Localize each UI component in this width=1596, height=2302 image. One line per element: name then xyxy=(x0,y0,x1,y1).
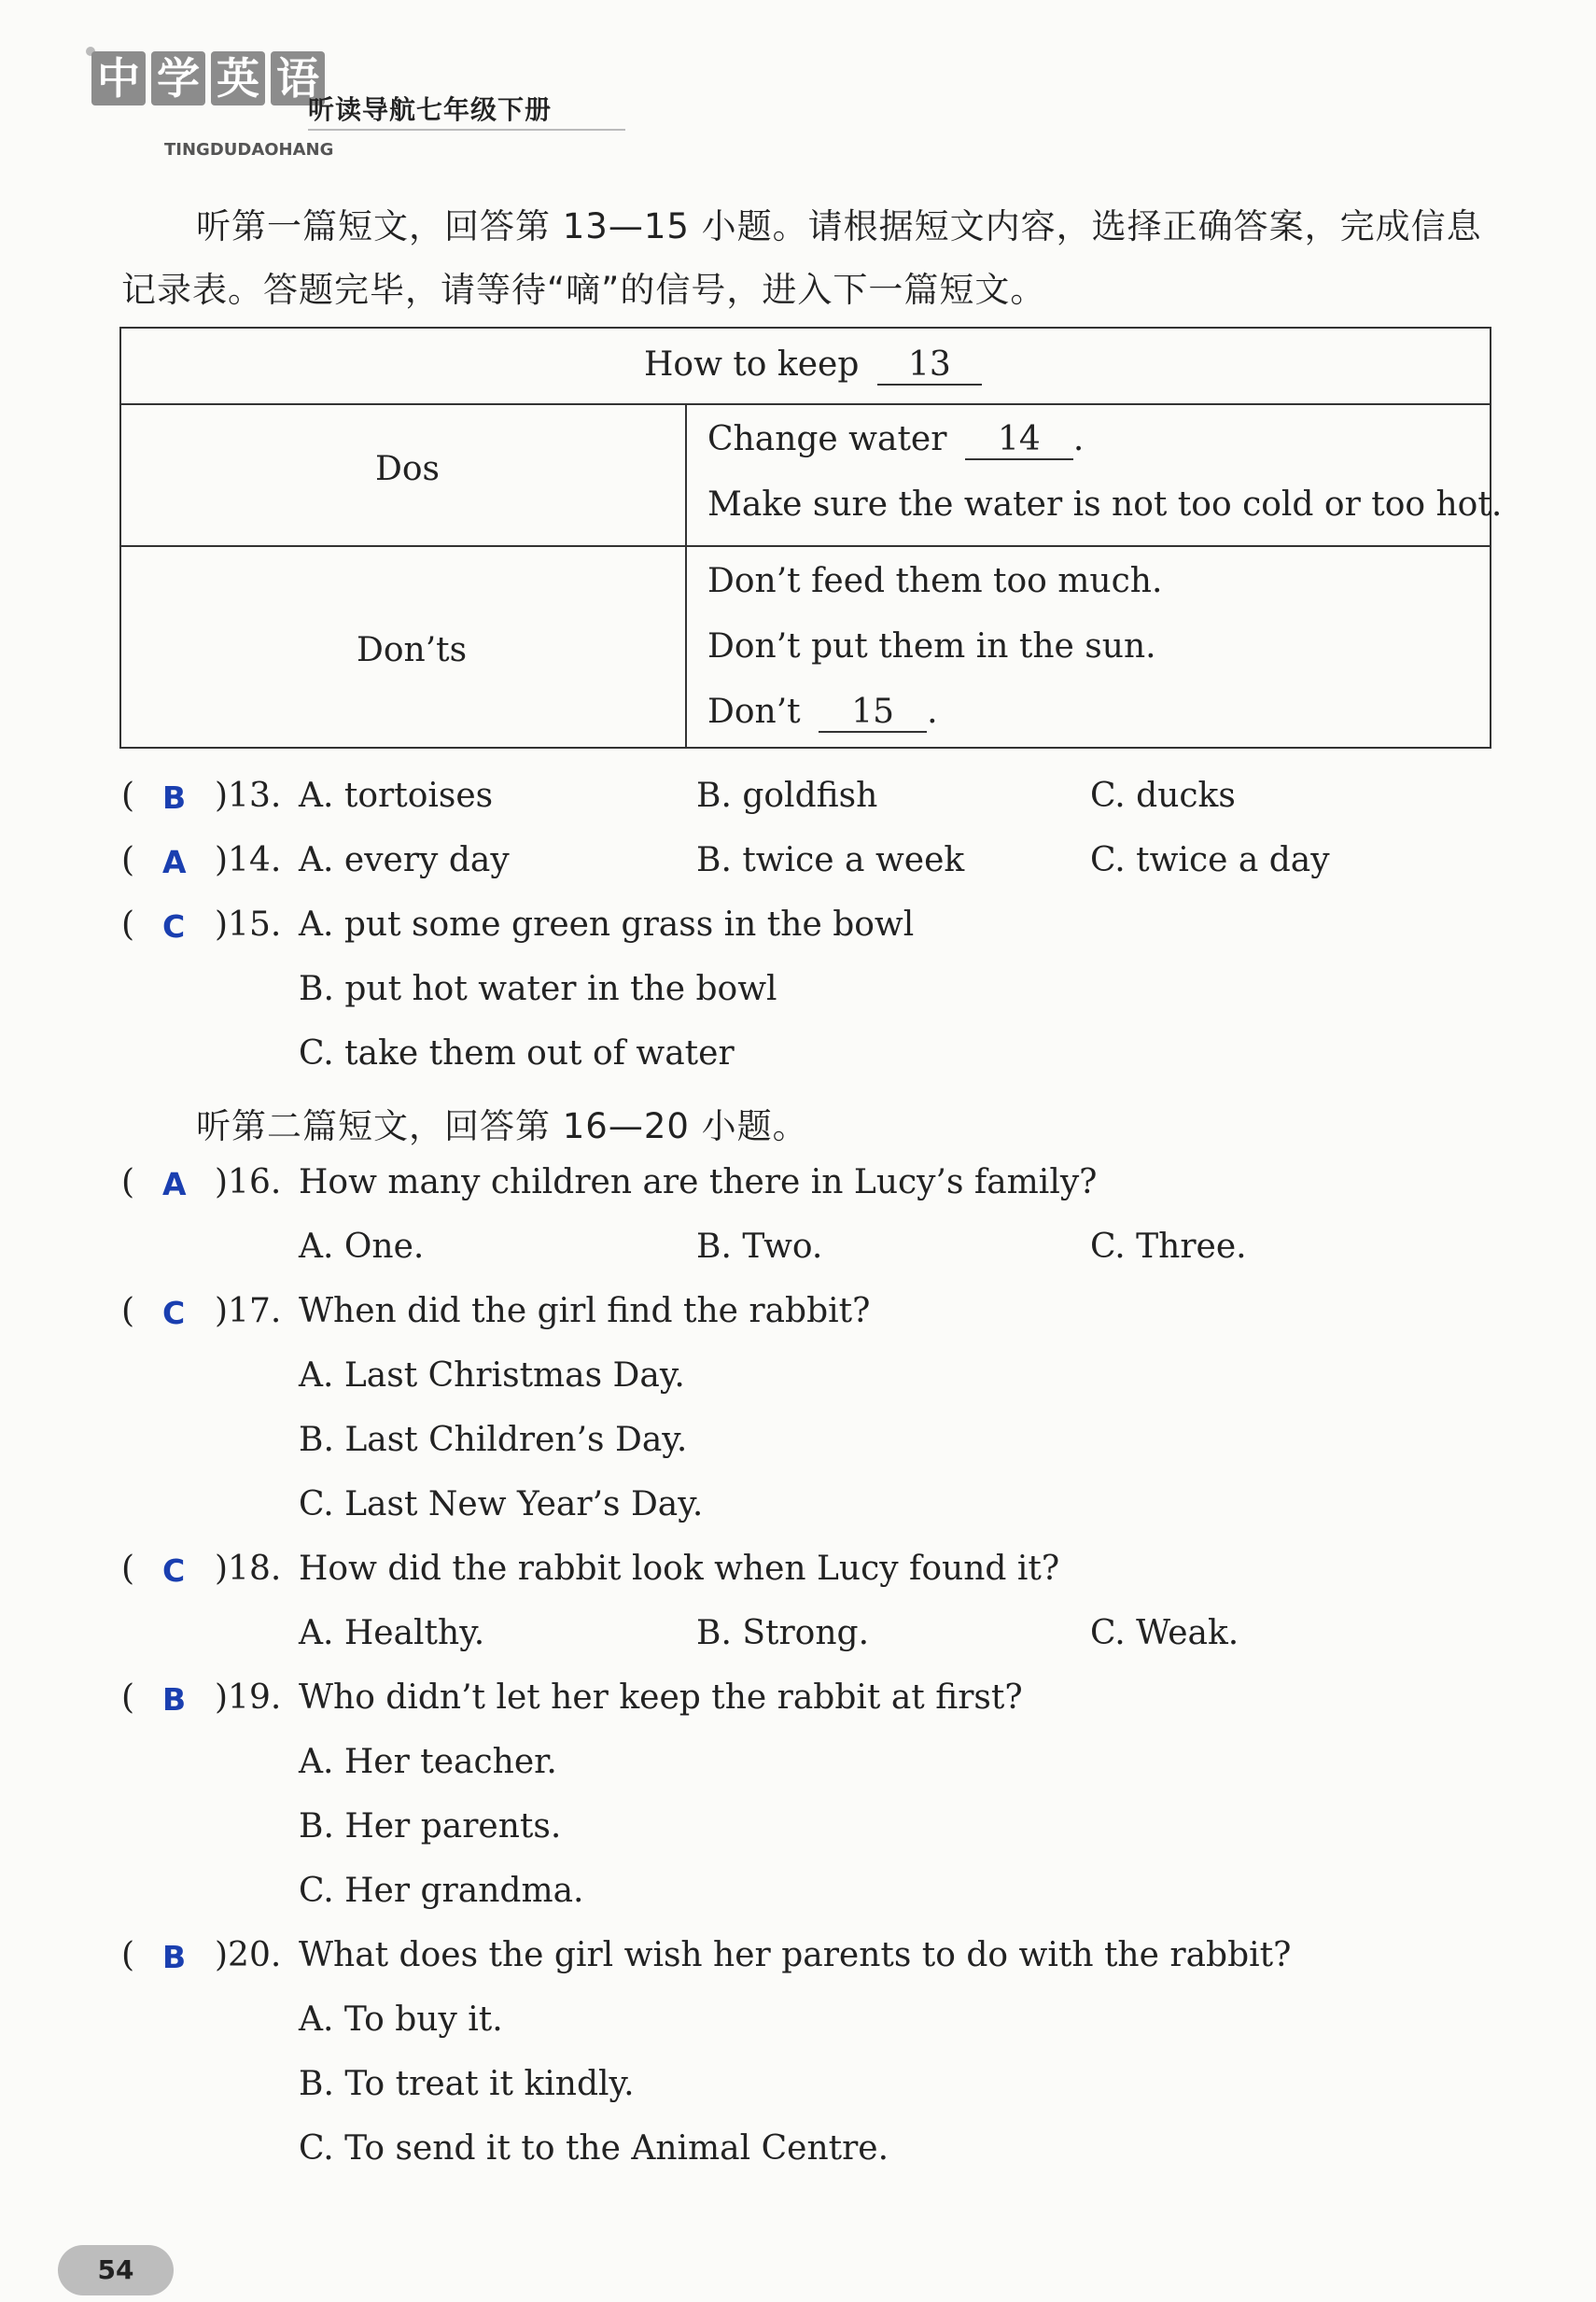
question-number-20: )20. xyxy=(215,1936,282,1974)
table-divider xyxy=(121,545,1490,547)
q17-question: When did the girl find the rabbit? xyxy=(299,1292,871,1330)
table-column-divider xyxy=(685,403,687,747)
q19-option-c: C. Her grandma. xyxy=(299,1872,584,1910)
title-char: 学 xyxy=(151,51,205,105)
answer-19: B xyxy=(162,1681,187,1718)
paren-open: ( xyxy=(121,1163,135,1201)
section1-instruction-line1: 听第一篇短文，回答第 13—15 小题。请根据短文内容，选择正确答案，完成信息 xyxy=(196,206,1482,246)
q13-option-a: A. tortoises xyxy=(299,777,494,815)
answer-15: C xyxy=(162,908,186,945)
dos-line-1-text: Change water xyxy=(707,420,947,458)
q18-question: How did the rabbit look when Lucy found it? xyxy=(299,1550,1060,1588)
q20-option-b: B. To treat it kindly. xyxy=(299,2065,635,2103)
info-record-table xyxy=(119,327,1503,749)
answer-18: C xyxy=(162,1552,186,1589)
q16-question: How many children are there in Lucy’s family? xyxy=(299,1163,1098,1201)
section2-instruction: 听第二篇短文，回答第 16—20 小题。 xyxy=(196,1106,808,1146)
q17-option-a: A. Last Christmas Day. xyxy=(299,1356,685,1395)
answer-13: B xyxy=(162,779,187,816)
q15-option-b: B. put hot water in the bowl xyxy=(299,970,777,1008)
paren-open: ( xyxy=(121,1550,135,1588)
answer-20: B xyxy=(162,1939,187,1975)
answer-16: A xyxy=(162,1166,187,1202)
answer-14: A xyxy=(162,844,187,880)
question-number-16: )16. xyxy=(215,1163,282,1201)
title-char: 中 xyxy=(91,51,146,105)
question-number-14: )14. xyxy=(215,841,282,879)
paren-open: ( xyxy=(121,1936,135,1974)
q14-option-c: C. twice a day xyxy=(1090,841,1330,879)
question-number-19: )19. xyxy=(215,1678,282,1717)
dos-line-2: Make sure the water is not too cold or too hot. xyxy=(707,485,1503,524)
q19-option-a: A. Her teacher. xyxy=(299,1743,557,1781)
q19-option-b: B. Her parents. xyxy=(299,1807,562,1846)
donts-line-3-text: Don’t xyxy=(707,693,801,731)
question-number-18: )18. xyxy=(215,1550,282,1588)
table-divider xyxy=(121,403,1490,405)
answer-17: C xyxy=(162,1295,186,1331)
paren-open: ( xyxy=(121,841,135,879)
paren-open: ( xyxy=(121,777,135,815)
q14-option-b: B. twice a week xyxy=(696,841,965,879)
title-char: 英 xyxy=(211,51,265,105)
dos-line-1-period: . xyxy=(1072,420,1085,458)
blank-13: 13 xyxy=(877,345,982,386)
q18-option-b: B. Strong. xyxy=(696,1614,870,1652)
blank-14: 14 xyxy=(965,420,1073,460)
question-number-17: )17. xyxy=(215,1292,282,1330)
q14-option-a: A. every day xyxy=(299,841,510,879)
q20-question: What does the girl wish her parents to do with the rabbit? xyxy=(299,1936,1292,1974)
q15-option-c: C. take them out of water xyxy=(299,1034,735,1073)
blank-15: 15 xyxy=(819,693,927,733)
q16-option-a: A. One. xyxy=(299,1228,425,1266)
dos-line-1 xyxy=(707,420,1084,460)
section1-instruction-line2: 记录表。答题完毕，请等待“嘀”的信号，进入下一篇短文。 xyxy=(121,270,1046,310)
donts-label: Don’ts xyxy=(357,631,468,669)
q20-option-c: C. To send it to the Animal Centre. xyxy=(299,2129,889,2168)
header-divider xyxy=(308,129,625,131)
book-pinyin: TINGDUDAOHANG xyxy=(164,140,334,160)
q20-option-a: A. To buy it. xyxy=(299,2000,503,2039)
book-subtitle: 听读导航七年级下册 xyxy=(308,94,553,125)
paren-open: ( xyxy=(121,905,135,944)
q18-option-c: C. Weak. xyxy=(1090,1614,1239,1652)
donts-line-3-period: . xyxy=(927,693,938,731)
table-title xyxy=(644,345,982,386)
title-char: 语 xyxy=(271,51,325,105)
table-title-text: How to keep xyxy=(644,345,860,384)
q19-question: Who didn’t let her keep the rabbit at first? xyxy=(299,1678,1023,1717)
page-number: 54 xyxy=(58,2245,174,2295)
donts-line-2: Don’t put them in the sun. xyxy=(707,627,1156,666)
question-number-13: )13. xyxy=(215,777,282,815)
q15-option-a: A. put some green grass in the bowl xyxy=(299,905,915,944)
donts-line-1: Don’t feed them too much. xyxy=(707,562,1163,600)
q16-option-c: C. Three. xyxy=(1090,1228,1247,1266)
question-number-15: )15. xyxy=(215,905,282,944)
dos-label: Dos xyxy=(375,450,441,488)
q17-option-c: C. Last New Year’s Day. xyxy=(299,1485,704,1523)
paren-open: ( xyxy=(121,1678,135,1717)
q16-option-b: B. Two. xyxy=(696,1228,823,1266)
book-title xyxy=(91,51,325,109)
q17-option-b: B. Last Children’s Day. xyxy=(299,1421,688,1459)
q18-option-a: A. Healthy. xyxy=(299,1614,485,1652)
paren-open: ( xyxy=(121,1292,135,1330)
q13-option-c: C. ducks xyxy=(1090,777,1236,815)
donts-line-3 xyxy=(707,693,938,733)
q13-option-b: B. goldfish xyxy=(696,777,878,815)
